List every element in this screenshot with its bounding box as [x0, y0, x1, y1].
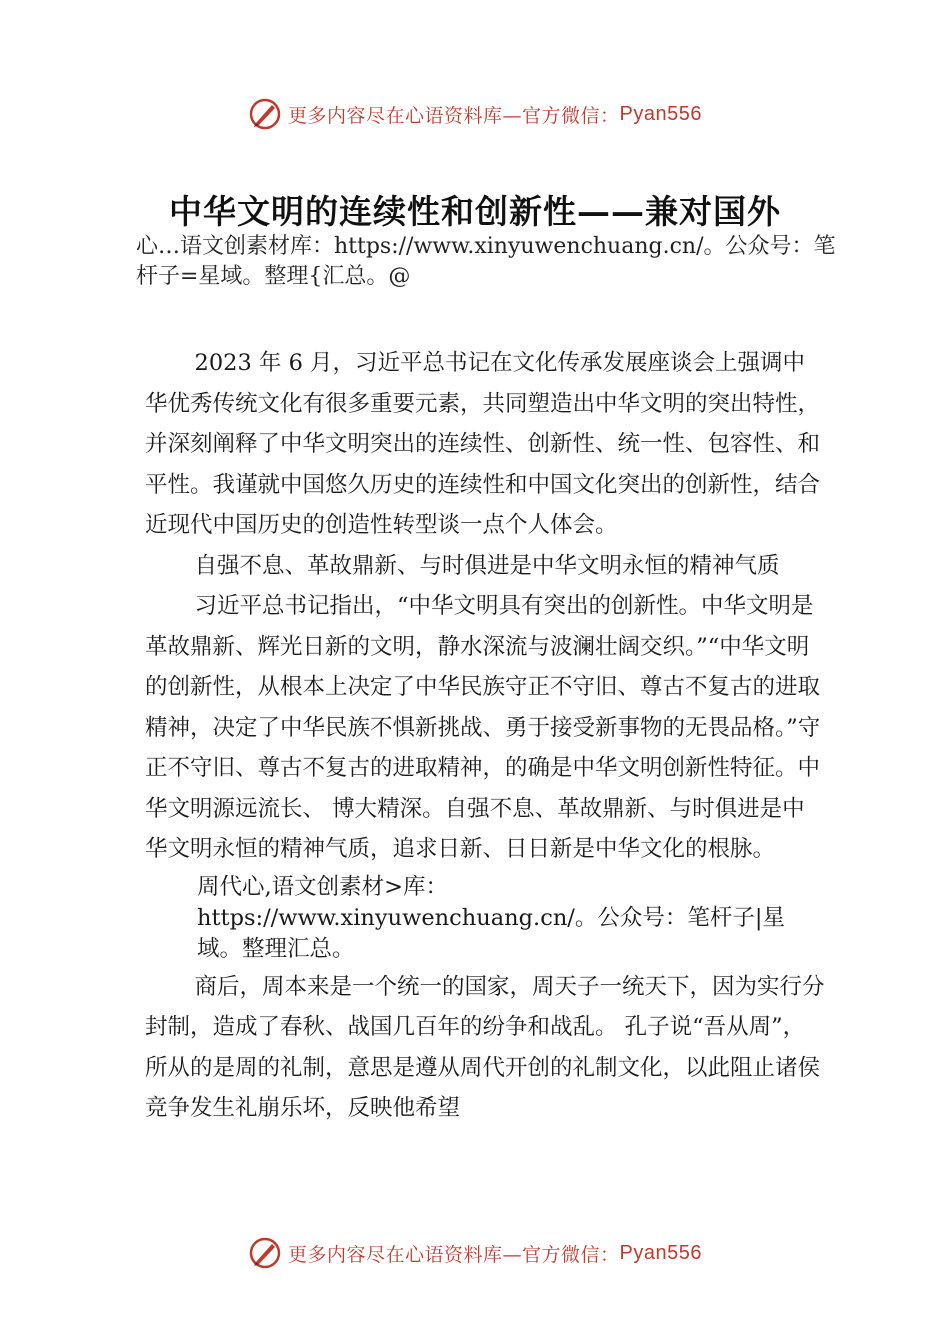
watermark-block: 周代心,语文创素材>库：https://www.xinyuwenchuang.cn/。公众号：笔杆子|星域。整理汇总。	[197, 873, 785, 962]
document-body	[145, 343, 825, 1129]
header-banner	[0, 94, 950, 134]
footer-banner	[0, 1233, 950, 1273]
banner-wechat-id: Pyan556	[619, 1241, 702, 1264]
document-title: 中华文明的连续性和创新性——兼对国外	[169, 192, 781, 231]
paragraph-4: 商后，周本来是一个统一的国家，周天子一统天下，因为实行分封制，造成了春秋、战国几百年的纷争和战乱。 孔子说“吾从周”，所从的是周的礼制，意思是遵从周代开创的礼制文化，以此阻止诸侯竞争发生礼崩乐坏，反映他希望	[145, 973, 825, 1121]
banner-text: 更多内容尽在心语资料库—官方微信：	[288, 104, 620, 127]
pen-logo-icon	[248, 1236, 282, 1270]
source-note: 心…语文创素材库：https://www.xinyuwenchuang.cn/。公众号：笔杆子=星域。整理{汇总。@	[136, 234, 836, 289]
banner-wechat-id: Pyan556	[619, 102, 702, 125]
paragraph-3: 习近平总书记指出，“中华文明具有突出的创新性。中华文明是革故鼎新、辉光日新的文明，静水深流与波澜壮阔交织。”“中华文明的创新性，从根本上决定了中华民族守正不守旧、尊古不复古的进取精神，决定了中华民族不惧新挑战、勇于接受新事物的无畏品格。”守正不守旧、尊古不复古的进取精神，的确是中华文明创新性特征。中华文明源远流长、 博大精深。自强不息、革故鼎新、与时俱进是中华文明永恒的精神气质，追求日新、日日新是中华文化的根脉。	[145, 593, 821, 862]
pen-logo-icon	[248, 97, 282, 131]
paragraph-2: 自强不息、革故鼎新、与时俱进是中华文明永恒的精神气质	[194, 552, 780, 579]
banner-text: 更多内容尽在心语资料库—官方微信：	[288, 1243, 620, 1266]
paragraph-1: 2023 年 6 月，习近平总书记在文化传承发展座谈会上强调中华优秀传统文化有很多重要元素，共同塑造出中华文明的突出特性，并深刻阐释了中华文明突出的连续性、创新性、统一性、包容性、和平性。我谨就中国悠久历史的连续性和中国文化突出的创新性，结合近现代中国历史的创造性转型谈一点个人体会。	[145, 350, 821, 538]
